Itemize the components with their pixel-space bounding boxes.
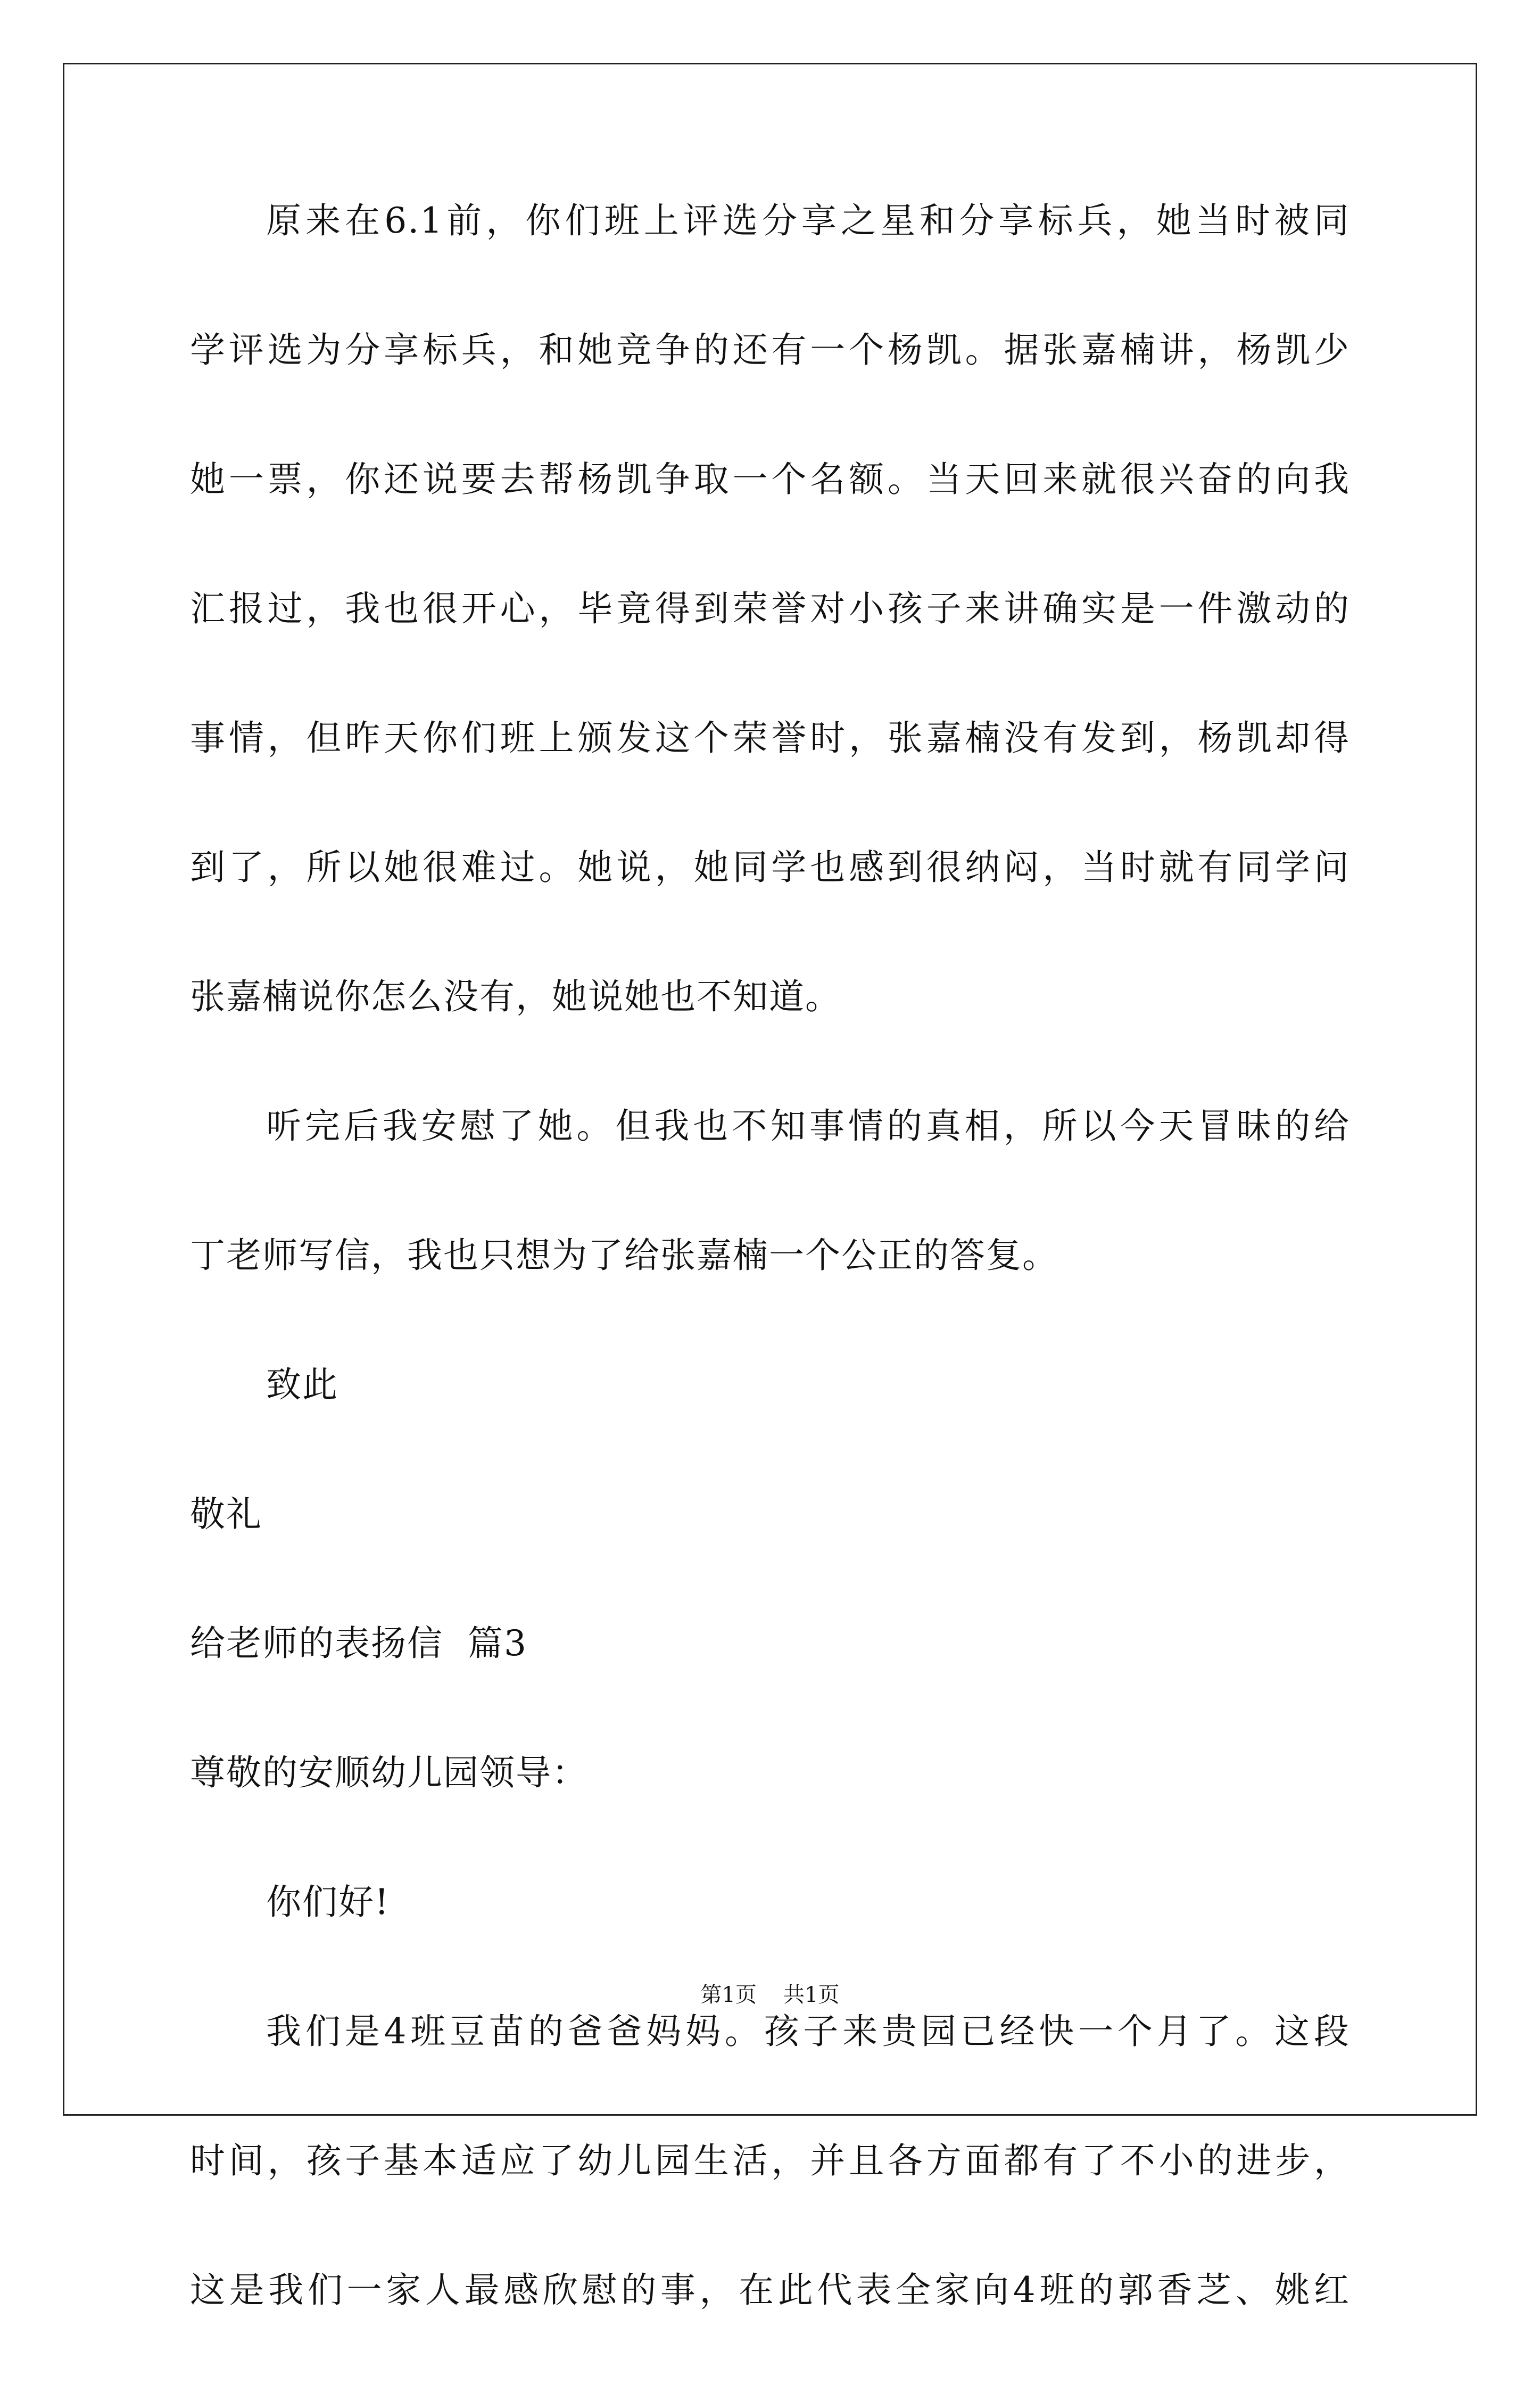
document-body (190, 202, 1350, 2401)
page-current: 第1页 (700, 1983, 757, 2007)
paragraph-line: 她一票，你还说要去帮杨凯争取一个名额。当天回来就很兴奋的向我 (190, 459, 1350, 500)
closing-line: 致此 (266, 1364, 338, 1405)
paragraph-line: 到了，所以她很难过。她说，她同学也感到很纳闷，当时就有同学问 (190, 847, 1350, 888)
paragraph-line: 时间，孩子基本适应了幼儿园生活，并且各方面都有了不小的进步， (190, 2140, 1350, 2181)
section-heading: 给老师的表扬信 篇3 (190, 1623, 527, 1664)
paragraph-line: 学评选为分享标兵，和她竞争的还有一个杨凯。据张嘉楠讲，杨凯少 (190, 329, 1350, 370)
paragraph-line: 张嘉楠说你怎么没有，她说她也不知道。 (190, 976, 841, 1017)
recipient-line: 尊敬的安顺幼儿园领导： (190, 1752, 588, 1793)
paragraph-line: 我们是4班豆苗的爸爸妈妈。孩子来贵园已经快一个月了。这段 (266, 2011, 1350, 2052)
greeting-line: 你们好! (266, 1882, 390, 1923)
paragraph-line: 汇报过，我也很开心，毕竟得到荣誉对小孩子来讲确实是一件激动的 (190, 588, 1350, 629)
paragraph-line: 这是我们一家人最感欣慰的事，在此代表全家向4班的郭香芝、姚红 (190, 2270, 1350, 2311)
salutation-line: 敬礼 (190, 1494, 262, 1534)
paragraph-line: 听完后我安慰了她。但我也不知事情的真相，所以今天冒昧的给 (266, 1105, 1350, 1146)
page-total: 共1页 (783, 1983, 840, 2007)
paragraph-line: 丁老师写信，我也只想为了给张嘉楠一个公正的答复。 (190, 1235, 1058, 1276)
paragraph-line: 事情，但昨天你们班上颁发这个荣誉时，张嘉楠没有发到，杨凯却得 (190, 717, 1350, 758)
paragraph-line: 原来在6.1前，你们班上评选分享之星和分享标兵，她当时被同 (266, 200, 1350, 241)
page-footer (0, 1983, 1540, 2007)
